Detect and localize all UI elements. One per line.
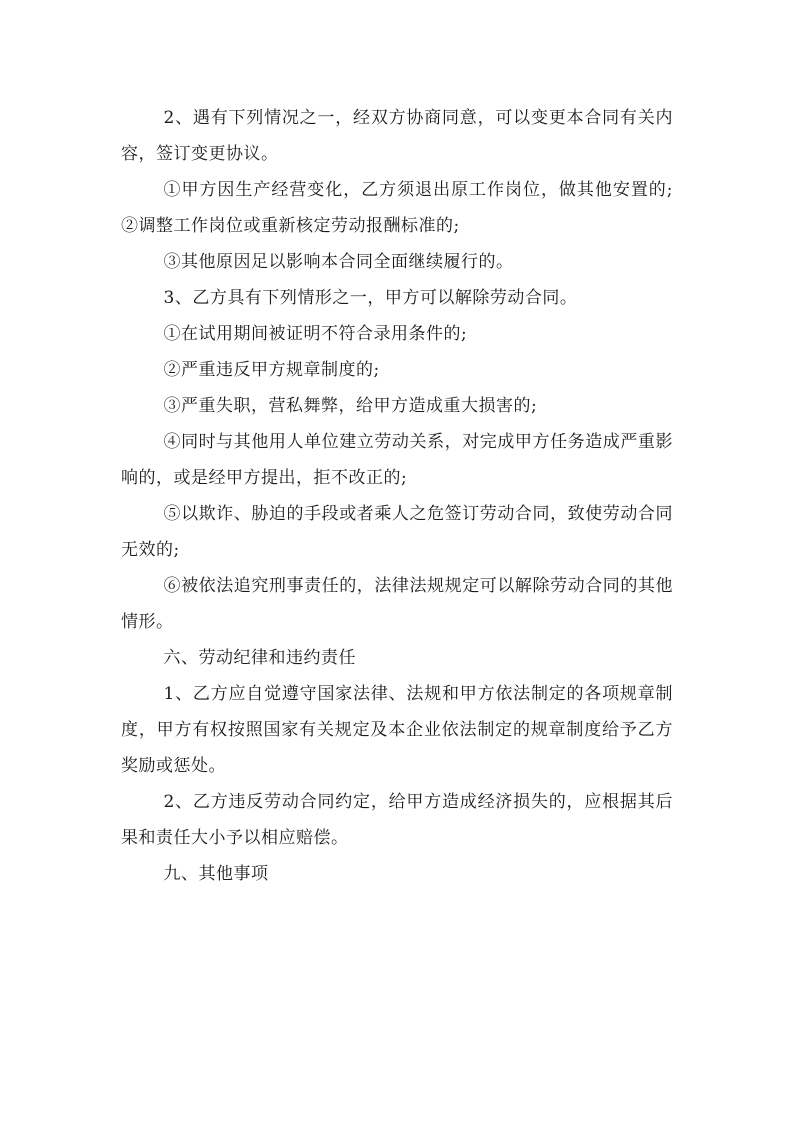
section-heading-other-matters: 九、其他事项 [163, 864, 269, 884]
paragraph-change-item-1-2: ①甲方因生产经营变化，乙方须退出原工作岗位，做其他安置的; ②调整工作岗位或重新核定劳动报酬标准的; [121, 180, 673, 236]
paragraph-termination-item-1: ①在试用期间被证明不符合录用条件的; [163, 324, 468, 344]
paragraph-termination-item-4: ④同时与其他用人单位建立劳动关系，对完成甲方任务造成严重影响的，或是经甲方提出，拒不改正的; [121, 432, 673, 488]
paragraph-discipline-2: 2、乙方违反劳动合同约定，给甲方造成经济损失的，应根据其后果和责任大小予以相应赔偿。 [121, 792, 673, 848]
paragraph-termination-item-6: ⑥被依法追究刑事责任的，法律法规规定可以解除劳动合同的其他情形。 [121, 576, 673, 632]
paragraph-discipline-1: 1、乙方应自觉遵守国家法律、法规和甲方依法制定的各项规章制度，甲方有权按照国家有关规定及本企业依法制定的规章制度给予乙方奖励或惩处。 [121, 684, 673, 776]
paragraph-termination-item-2: ②严重违反甲方规章制度的; [163, 360, 380, 380]
document-page [121, 100, 673, 892]
paragraph-change-conditions: 2、遇有下列情况之一，经双方协商同意，可以变更本合同有关内容，签订变更协议。 [121, 108, 673, 164]
paragraph-termination-item-3: ③严重失职，营私舞弊，给甲方造成重大损害的; [163, 396, 538, 416]
paragraph-change-item-3: ③其他原因足以影响本合同全面继续履行的。 [163, 252, 514, 272]
paragraph-termination-conditions: 3、乙方具有下列情形之一，甲方可以解除劳动合同。 [163, 288, 578, 308]
paragraph-termination-item-5: ⑤以欺诈、胁迫的手段或者乘人之危签订劳动合同，致使劳动合同无效的; [121, 504, 673, 560]
section-heading-discipline: 六、劳动纪律和违约责任 [163, 648, 356, 668]
